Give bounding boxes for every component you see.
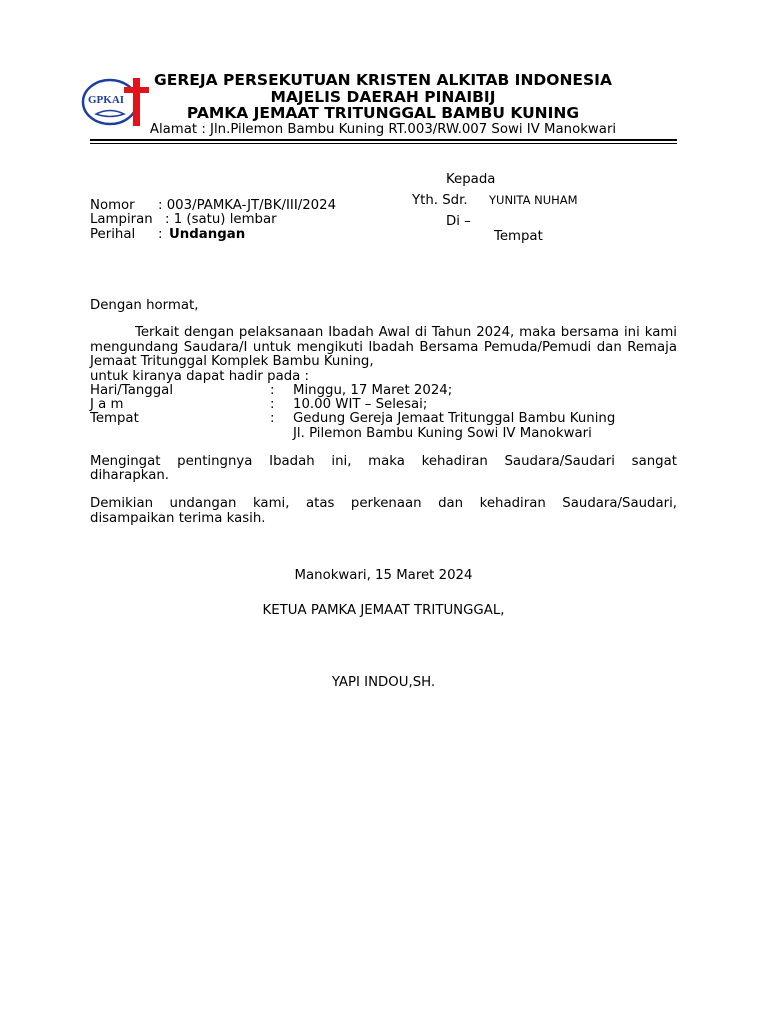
nomor-value: : 003/PAMKA-JT/BK/III/2024 [158, 198, 337, 213]
perihal-value: Undangan [169, 227, 246, 242]
closing-text: Demikian undangan kami, atas perkenaan dan kehadiran Saudara/Saudari, [90, 496, 677, 511]
detail-colon-time: : [270, 397, 275, 412]
detail-value-date: Minggu, 17 Maret 2024; [293, 383, 453, 398]
letterhead-divider-thin [90, 143, 677, 144]
invitation-paragraph [90, 326, 677, 370]
lampiran-label: Lampiran [90, 212, 153, 227]
lampiran-value: : 1 (satu) lembar [165, 212, 277, 227]
importance-paragraph [90, 455, 677, 470]
letterhead-council-name: MAJELIS DAERAH PINAIBIJ [270, 88, 496, 106]
importance-text: Mengingat pentingnya Ibadah ini, maka kehadiran Saudara/Saudari sangat [90, 454, 677, 469]
detail-label-date: Hari/Tanggal [90, 383, 174, 398]
recipient-kepada: Kepada [446, 172, 496, 187]
salutation: Dengan hormat, [90, 298, 199, 313]
signature-place-date: Manokwari, 15 Maret 2024 [294, 568, 473, 583]
recipient-name: YUNITA NUHAM [489, 193, 578, 207]
closing-last-line: disampaikan terima kasih. [90, 511, 266, 526]
recipient-di: Di – [446, 214, 471, 229]
closing-paragraph [90, 497, 677, 512]
logo-text: GPKAI [88, 94, 125, 106]
perihal-colon: : [158, 227, 163, 242]
invitation-text: Terkait dengan pelaksanaan Ibadah Awal di Tahun 2024, maka bersama ini kami mengundang Saudara/I untuk mengikuti Ibadah Bersama Pemuda/Pemudi dan Remaja Jemaat Tritunggal Komplek Bambu Kuning, [90, 325, 677, 369]
signature-title: KETUA PAMKA JEMAAT TRITUNGGAL, [262, 603, 505, 618]
detail-value-address: Jl. Pilemon Bambu Kuning Sowi IV Manokwari [293, 426, 592, 441]
letterhead-org-name: GEREJA PERSEKUTUAN KRISTEN ALKITAB INDONESIA [154, 71, 612, 89]
detail-value-place: Gedung Gereja Jemaat Tritunggal Bambu Kuning [293, 411, 616, 426]
detail-label-time: J a m [90, 397, 124, 412]
recipient-yth: Yth. Sdr. [412, 193, 468, 208]
letterhead-congregation-name: PAMKA JEMAAT TRITUNGGAL BAMBU KUNING [186, 104, 580, 122]
signature-name: YAPI INDOU,SH. [331, 675, 436, 690]
detail-label-place: Tempat [90, 411, 139, 426]
invitation-last-line: untuk kiranya dapat hadir pada : [90, 369, 310, 384]
detail-colon-date: : [270, 383, 275, 398]
nomor-label: Nomor [90, 198, 135, 213]
letterhead-address: Alamat : Jln.Pilemon Bambu Kuning RT.003/RW.007 Sowi IV Manokwari [149, 122, 617, 137]
recipient-tempat: Tempat [494, 229, 543, 244]
perihal-label: Perihal [90, 227, 136, 242]
importance-last-line: diharapkan. [90, 468, 170, 483]
letterhead-divider-thick [90, 139, 677, 141]
detail-value-time: 10.00 WIT – Selesai; [293, 397, 428, 412]
detail-colon-place: : [270, 411, 275, 426]
